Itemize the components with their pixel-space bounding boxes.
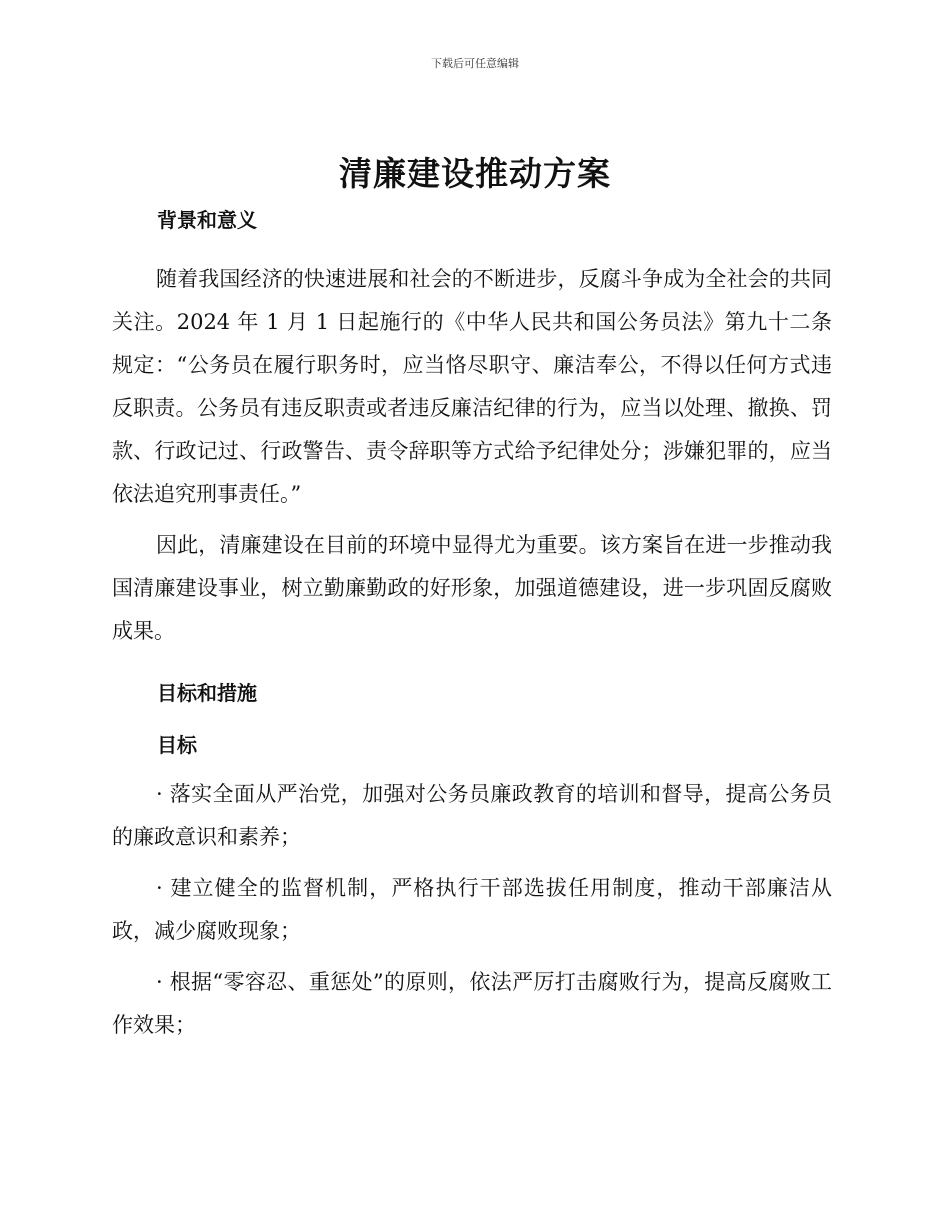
section-heading-background: 背景和意义 [157,208,257,232]
section-heading-goals-measures: 目标和措施 [157,681,257,705]
subheading-goals: 目标 [157,733,197,757]
goal-item-3: · 根据“零容忍、重惩处”的原则，依法严厉打击腐败行为，提高反腐败工作效果； [112,970,832,1037]
document-title: 清廉建设推动方案 [339,154,611,193]
header-note: 下载后可任意编辑 [431,57,519,70]
goal-item-1: · 落实全面从严治党，加强对公务员廉政教育的培训和督导，提高公务员的廉政意识和素养； [112,782,832,849]
paragraph-background-1: 随着我国经济的快速进展和社会的不断进步，反腐斗争成为全社会的共同关注。2024 年 1 月 1 日起施行的《中华人民共和国公务员法》第九十二条规定：“公务员在履行职务时，应当恪尽职守、廉洁奉公，不得以任何方式违反职责。公务员有违反职责或者违反廉洁纪律的行为，应当以处理、撤换、罚款、行政记过、行政警告、责令辞职等方式给予纪律处分；涉嫌犯罪的，应当依法追究刑事责任。” [112,267,832,506]
document-body [112,204,832,1047]
goal-item-2: · 建立健全的监督机制，严格执行干部选拔任用制度，推动干部廉洁从政，减少腐败现象； [112,876,832,943]
paragraph-background-2: 因此，清廉建设在目前的环境中显得尤为重要。该方案旨在进一步推动我国清廉建设事业，树立勤廉勤政的好形象，加强道德建设，进一步巩固反腐败成果。 [112,533,832,643]
